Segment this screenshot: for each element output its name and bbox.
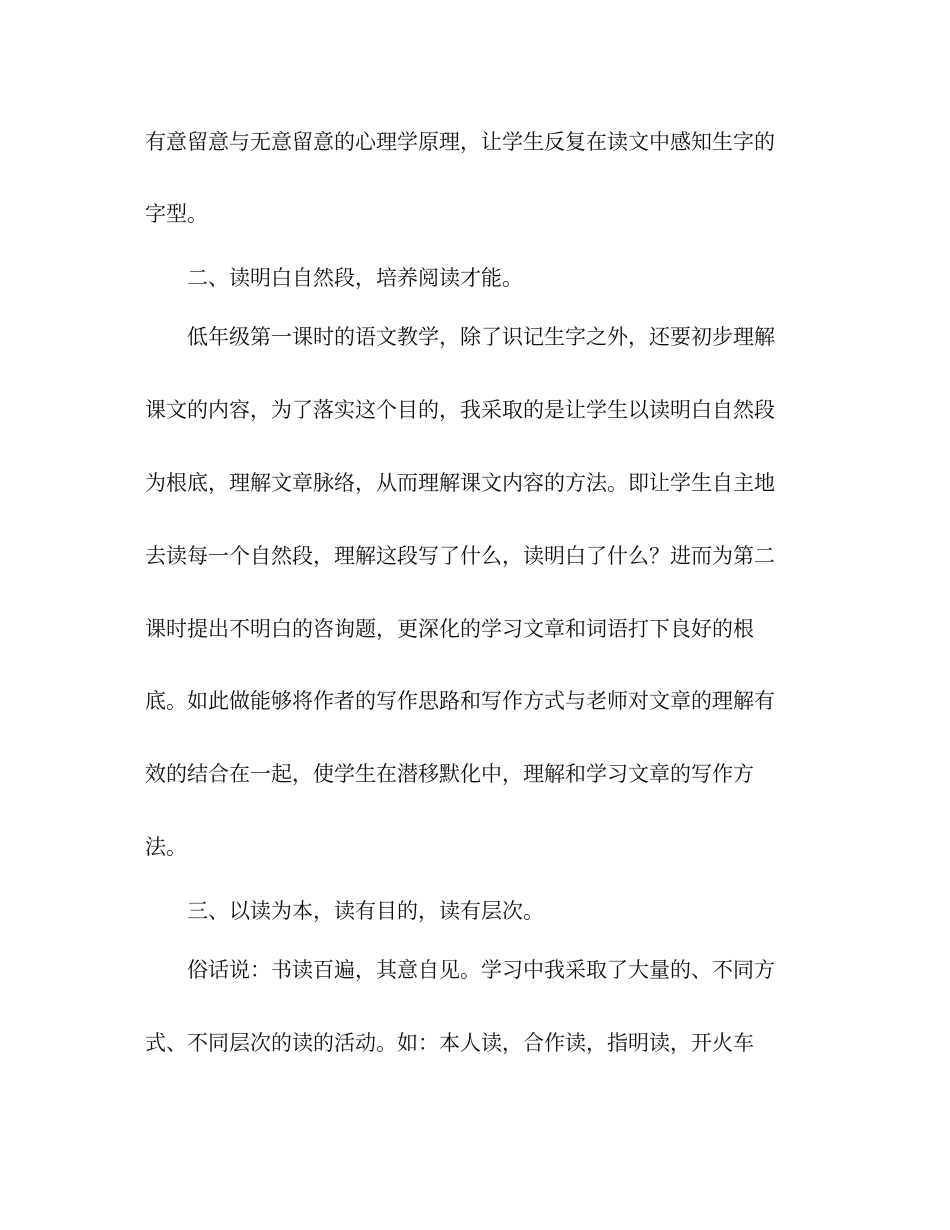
text-line: 法。 (145, 835, 187, 859)
text-line: 课时提出不明白的咨询题，更深化的学习文章和词语打下良好的根 (145, 617, 754, 641)
section-heading: 三、以读为本，读有目的，读有层次。 (187, 899, 544, 923)
text-line: 有意留意与无意留意的心理学原理，让学生反复在读文中感知生字的 (145, 130, 775, 154)
text-line: 课文的内容，为了落实这个目的，我采取的是让学生以读明白自然段 (145, 398, 775, 422)
section-heading: 二、读明白自然段，培养阅读才能。 (187, 266, 523, 290)
text-line: 为根底，理解文章脉络，从而理解课文内容的方法。即让学生自主地 (145, 471, 775, 495)
text-line: 式、不同层次的读的活动。如：本人读，合作读，指明读，开火车 (145, 1031, 754, 1055)
text-line: 字型。 (145, 202, 208, 226)
text-line: 去读每一个自然段，理解这段写了什么，读明白了什么？进而为第二 (145, 544, 775, 568)
text-line: 底。如此做能够将作者的写作思路和写作方式与老师对文章的理解有 (145, 689, 775, 713)
text-line: 俗话说：书读百遍，其意自见。学习中我采取了大量的、不同方 (187, 958, 775, 982)
text-line: 效的结合在一起，使学生在潜移默化中，理解和学习文章的写作方 (145, 762, 754, 786)
text-line: 低年级第一课时的语文教学，除了识记生字之外，还要初步理解 (187, 325, 775, 349)
